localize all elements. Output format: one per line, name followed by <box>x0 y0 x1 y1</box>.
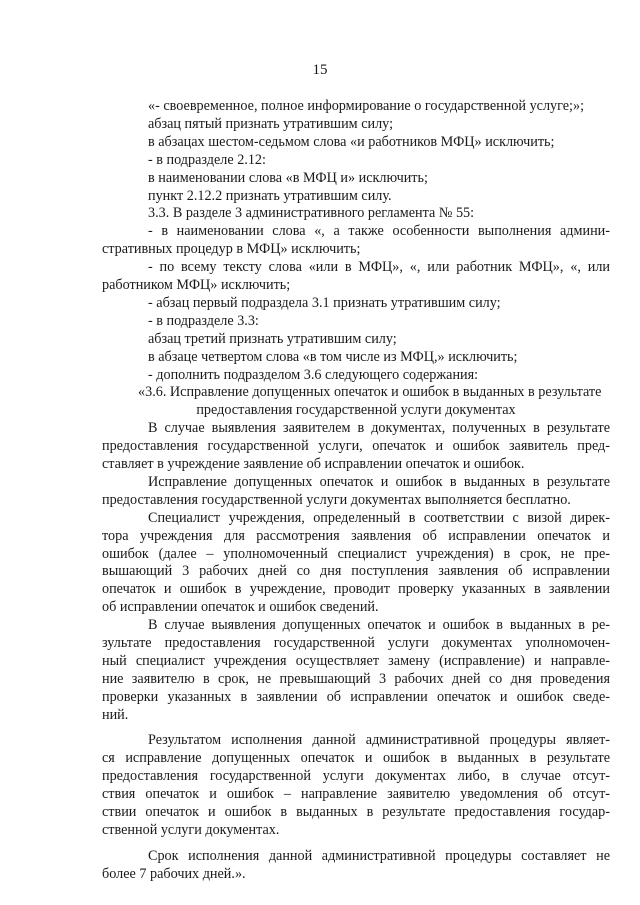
text-line: В случае выявления заявителем в документах, полученных в результате <box>148 420 610 437</box>
text-line: - в наименовании слова «, а также особенности выполнения админи- <box>148 223 610 240</box>
text-line: предоставления государственной услуги, опечаток и ошибок заявитель пред- <box>102 438 610 455</box>
text-line: В случае выявления допущенных опечаток и ошибок в выданных в ре- <box>148 617 610 634</box>
text-line: - в подразделе 3.3: <box>148 312 259 329</box>
text-line: абзац пятый признать утратившим силу; <box>148 115 394 132</box>
text-line: проверки указанных в заявлении об исправлении опечаток и ошибок сведе- <box>102 688 610 705</box>
text-line: предоставления государственной услуги документах либо, в случае отсут- <box>102 768 610 785</box>
text-line: ошибок (далее – уполномоченный специалист учреждения) в срок, не пре- <box>102 545 610 562</box>
text-line: более 7 рабочих дней.». <box>102 865 246 882</box>
text-line: об исправлении опечаток и ошибок сведений. <box>102 599 379 616</box>
text-line: - абзац первый подраздела 3.1 признать утратившим силу; <box>148 294 501 311</box>
text-line: зультате предоставления государственной услуги документах уполномочен- <box>102 635 610 652</box>
text-line: «3.6. Исправление допущенных опечаток и ошибок в выданных в результате <box>138 384 602 401</box>
text-line: в абзацах шестом-седьмом слова «и работников МФЦ» исключить; <box>148 133 555 150</box>
text-line: ся исправление допущенных опечаток и ошибок в выданных в результате <box>102 750 610 767</box>
text-line: ствии опечаток и ошибок в выданных в результате предоставления государ- <box>102 804 610 821</box>
text-line: работником МФЦ» исключить; <box>102 277 291 294</box>
text-line: пункт 2.12.2 признать утратившим силу. <box>148 187 392 204</box>
text-line: тора учреждения для рассмотрения заявления об исправлении опечаток и <box>102 527 610 544</box>
text-line: в абзаце четвертом слова «в том числе из МФЦ,» исключить; <box>148 348 518 365</box>
paragraph-gap <box>102 840 610 848</box>
text-line: - дополнить подразделом 3.6 следующего содержания: <box>148 366 479 383</box>
text-line: вышающий 3 рабочих дней со дня поступления заявления об исправлении <box>102 563 610 580</box>
text-line: ный специалист учреждения осуществляет замену (исправление) и направле- <box>102 652 610 669</box>
text-line: Результатом исполнения данной административной процедуры являет- <box>148 732 610 749</box>
text-line: 3.3. В разделе 3 административного регламента № 55: <box>148 205 475 222</box>
text-line: опечаток и ошибок в учреждение, проводит проверку указанных в заявлении <box>102 581 610 598</box>
text-line: «- своевременное, полное информирование о государственной услуге;»; <box>148 98 585 114</box>
text-line: Исправление допущенных опечаток и ошибок в выданных в результате <box>148 473 610 490</box>
document-body <box>102 98 610 884</box>
paragraph-gap <box>102 724 610 732</box>
text-line: абзац третий признать утратившим силу; <box>148 330 397 347</box>
text-line: ние заявителю в срок, не превышающий 3 рабочих дней со дня проведения <box>102 670 610 687</box>
text-line: - в подразделе 2.12: <box>148 151 266 168</box>
text-line: предоставления государственной услуги документах выполняется бесплатно. <box>102 491 571 508</box>
text-line: Срок исполнения данной административной процедуры составляет не <box>148 847 610 864</box>
text-line: ставляет в учреждение заявление об исправлении опечаток и ошибок. <box>102 456 525 473</box>
text-line: ственной услуги документах. <box>102 821 280 838</box>
text-line: ний. <box>102 706 129 723</box>
page-number: 15 <box>312 62 328 78</box>
text-line: в наименовании слова «в МФЦ и» исключить; <box>148 169 428 186</box>
text-line: предоставления государственной услуги документах <box>196 402 516 419</box>
text-line: - по всему тексту слова «или в МФЦ», «, или работник МФЦ», «, или <box>148 259 610 276</box>
text-line: ствия опечаток и ошибок – направление заявителю уведомления об отсут- <box>102 786 610 803</box>
text-line: стративных процедур в МФЦ» исключить; <box>102 241 361 258</box>
text-line: Специалист учреждения, определенный в соответствии с визой дирек- <box>148 509 610 526</box>
